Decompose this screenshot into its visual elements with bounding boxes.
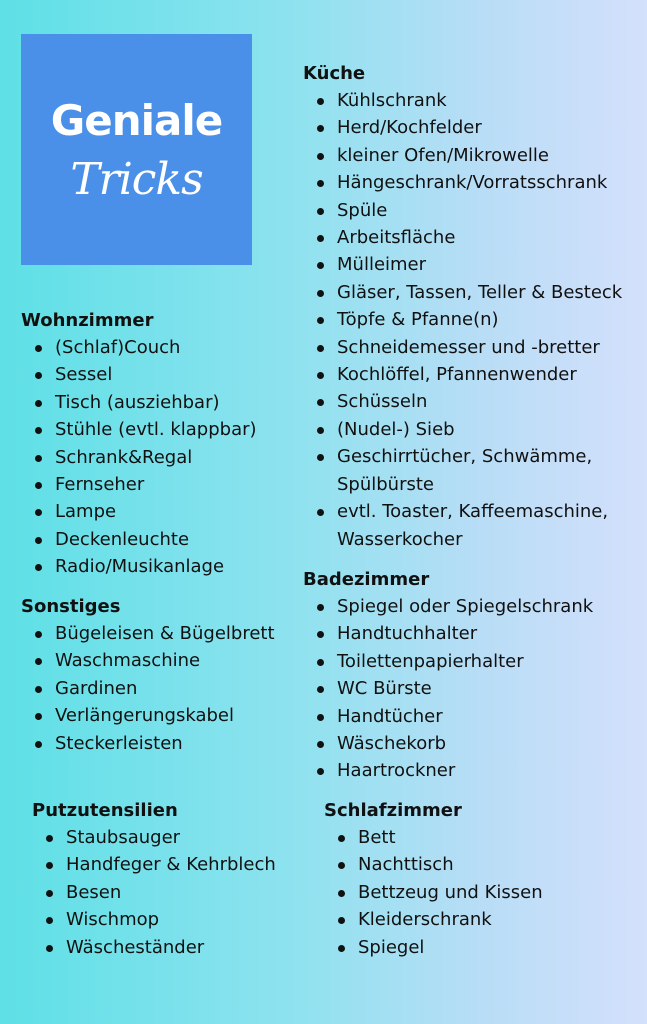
list-item: Sessel [35,361,257,388]
list-item: Radio/Musikanlage [35,553,257,580]
section-schlafzimmer [324,797,543,961]
item-list [21,620,275,757]
item-list [303,593,593,785]
list-item: (Nudel-) Sieb [317,416,637,443]
list-item: Steckerleisten [35,730,275,757]
list-item: (Schlaf)Couch [35,334,257,361]
list-item: Schüsseln [317,388,637,415]
list-item: Wäschekorb [317,730,593,757]
item-list [32,824,276,961]
list-item: Lampe [35,498,257,525]
section-title: Sonstiges [21,596,121,617]
list-item: Toilettenpapierhalter [317,648,593,675]
logo-word-geniale: Geniale [50,96,223,145]
section-title: Wohnzimmer [21,310,154,331]
list-item: Handtuchhalter [317,620,593,647]
section-title: Putzutensilien [32,800,178,821]
list-item: Wäscheständer [46,934,276,961]
list-item: Gläser, Tassen, Teller & Besteck [317,279,637,306]
list-item: Kühlschrank [317,87,637,114]
section-badezimmer [303,566,593,785]
logo-word-tricks: Tricks [70,154,203,205]
list-item: Nachttisch [338,851,543,878]
list-item: evtl. Toaster, Kaffeemaschine, Wasserkocher [317,498,637,553]
section-title: Küche [303,63,366,84]
list-item: Deckenleuchte [35,526,257,553]
list-item: Staubsauger [46,824,276,851]
list-item: Hängeschrank/Vorratsschrank [317,169,637,196]
section-title: Schlafzimmer [324,800,462,821]
list-item: Fernseher [35,471,257,498]
list-item: Haartrockner [317,757,593,784]
list-item: Stühle (evtl. klappbar) [35,416,257,443]
item-list [324,824,543,961]
list-item: Schneidemesser und -bretter [317,334,637,361]
list-item: Gardinen [35,675,275,702]
list-item: Herd/Kochfelder [317,114,637,141]
section-kueche [303,60,637,553]
section-wohnzimmer [21,307,257,581]
list-item: Mülleimer [317,251,637,278]
list-item: kleiner Ofen/Mikrowelle [317,142,637,169]
list-item: Kochlöffel, Pfannenwender [317,361,637,388]
list-item: Bett [338,824,543,851]
item-list [21,334,257,581]
section-sonstiges [21,593,275,757]
item-list [303,87,637,553]
section-putzutensilien [32,797,276,961]
list-item: Kleiderschrank [338,906,543,933]
list-item: Verlängerungskabel [35,702,275,729]
list-item: Bettzeug und Kissen [338,879,543,906]
list-item: Spiegel [338,934,543,961]
list-item: Spiegel oder Spiegelschrank [317,593,593,620]
list-item: Besen [46,879,276,906]
list-item: Waschmaschine [35,647,275,674]
section-title: Badezimmer [303,569,430,590]
list-item: Tisch (ausziehbar) [35,389,257,416]
list-item: Handtücher [317,703,593,730]
list-item: Bügeleisen & Bügelbrett [35,620,275,647]
list-item: Geschirrtücher, Schwämme, Spülbürste [317,443,637,498]
list-item: Spüle [317,197,637,224]
list-item: Arbeitsfläche [317,224,637,251]
list-item: Wischmop [46,906,276,933]
list-item: Schrank&Regal [35,444,257,471]
list-item: Töpfe & Pfanne(n) [317,306,637,333]
list-item: WC Bürste [317,675,593,702]
list-item: Handfeger & Kehrblech [46,851,276,878]
brand-logo [21,34,252,265]
